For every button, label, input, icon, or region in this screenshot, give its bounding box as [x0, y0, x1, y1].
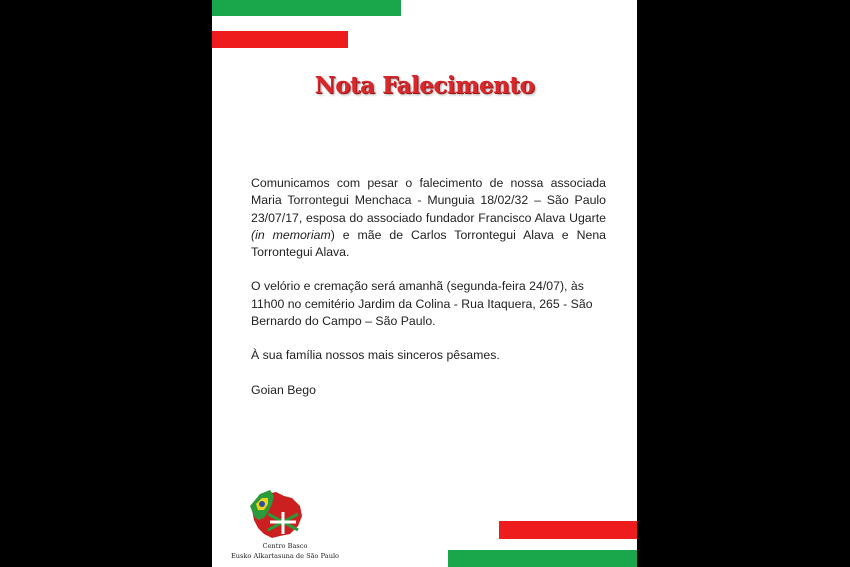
red-stripe-bottom — [499, 521, 637, 539]
notice-body — [251, 175, 606, 399]
logo-line-1: Centro Basco — [262, 542, 308, 550]
green-stripe-top — [212, 0, 401, 16]
page-title: Nota Falecimento — [314, 72, 535, 99]
announcement-text-2: ) e mãe de Carlos Torrontegui Alava e Nena Torrontegui Alava. — [251, 227, 606, 260]
condolences-paragraph: À sua família nossos mais sinceros pêsames. — [251, 348, 500, 363]
red-stripe-top — [212, 31, 348, 48]
signoff: Goian Bego — [251, 382, 316, 397]
in-memoriam-text: (in memoriam — [251, 227, 331, 242]
green-stripe-bottom — [448, 550, 637, 567]
basque-brazil-map-logo-icon — [246, 488, 304, 540]
centro-basco-logo — [220, 488, 350, 567]
announcement-paragraph — [251, 175, 606, 261]
funeral-details-paragraph: O velório e cremação será amanhã (segunda-feira 24/07), às 11h00 no cemitério Jardim da Colina - Rua Itaquera, 265 - São Bernardo do Campo – São Paulo. — [251, 279, 593, 329]
logo-caption — [220, 541, 350, 561]
document-page — [212, 0, 637, 567]
logo-line-2: Eusko Alkartasuna de São Paulo — [230, 552, 340, 560]
announcement-text-1: Comunicamos com pesar o falecimento de nossa associada Maria Torrontegui Menchaca - Munguia 18/02/32 – São Paulo 23/07/17, esposa do associado fundador Francisco Alava Ugarte — [251, 176, 606, 225]
